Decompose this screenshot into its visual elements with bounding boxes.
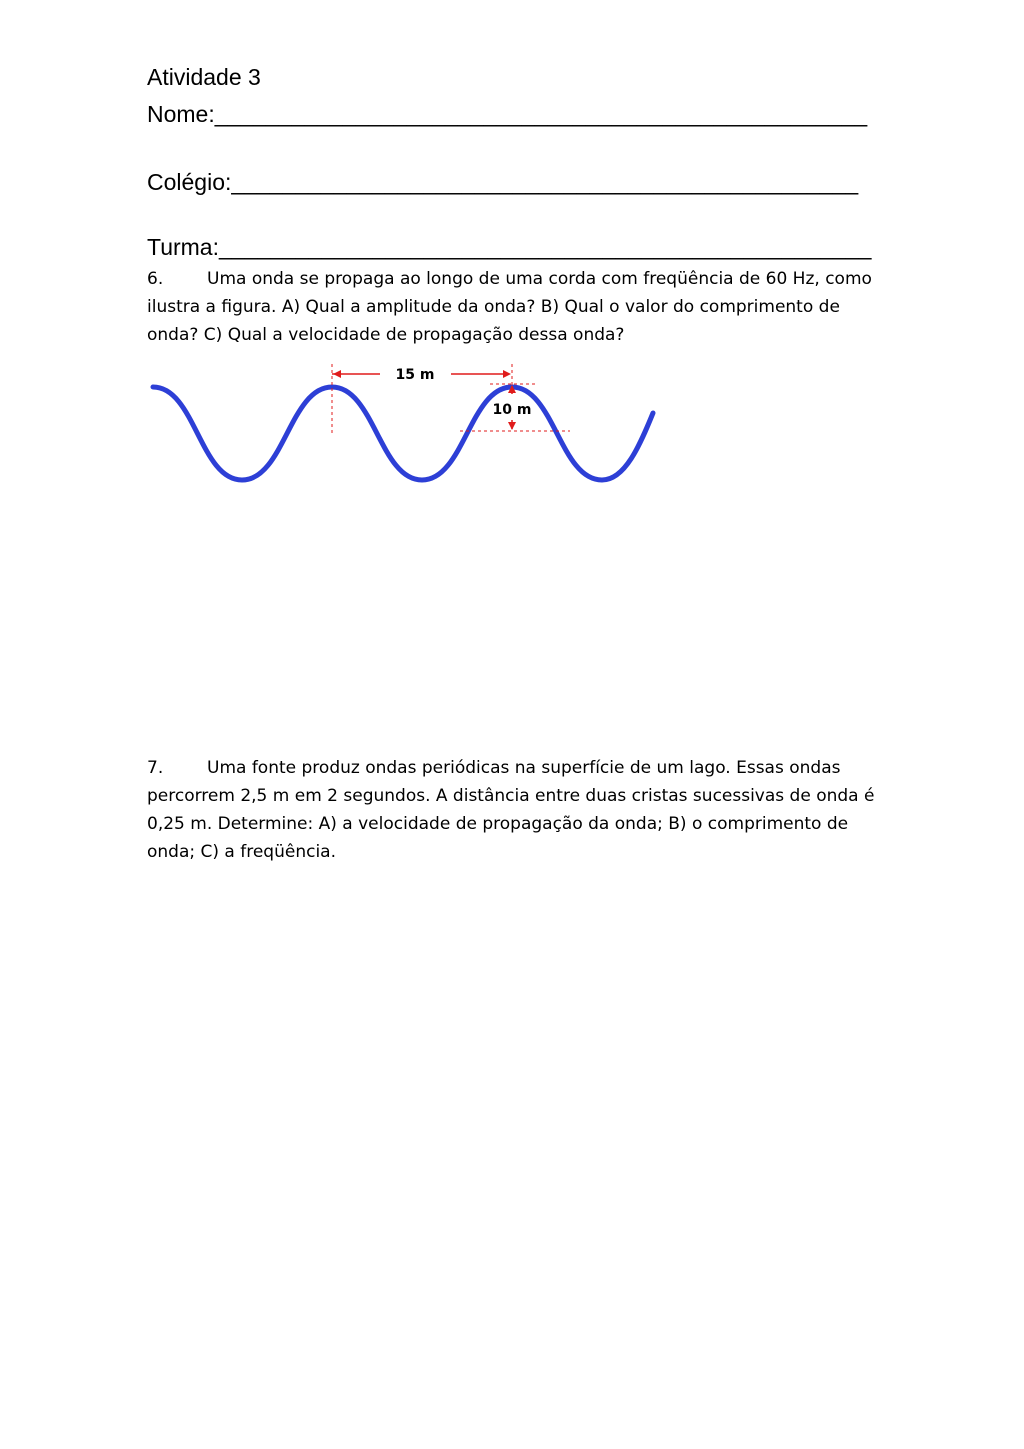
worksheet-title: Atividade 3 (147, 64, 261, 90)
label-15m: 15 m (395, 367, 435, 383)
question-text: Uma fonte produz ondas periódicas na superfície de um lago. Essas ondas percorrem 2,5 m em 2 segundos. A distância entre duas cristas sucessivas de onda é 0,25 m. Determine: A) a velocidade de propagação da onda; B) o comprimento de onda; C) a freqüência. (147, 758, 875, 862)
question-text: Uma onda se propaga ao longo de uma corda com freqüência de 60 Hz, como ilustra a figura. A) Qual a amplitude da onda? B) Qual o valor do comprimento de onda? C) Qual a velocidade de propagação dessa onda? (147, 269, 872, 345)
label-10m: 10 m (492, 402, 532, 418)
question-6 (147, 265, 877, 349)
arrowhead-right (503, 370, 511, 378)
question-number: 6. (147, 269, 164, 289)
wave-curve (153, 387, 653, 480)
school-field-line: Colégio:_________________________________________________ (147, 169, 859, 195)
class-field-line: Turma:___________________________________________________ (147, 234, 872, 260)
question-number: 7. (147, 758, 164, 778)
question-7 (147, 754, 877, 866)
arrowhead-down (508, 422, 516, 430)
name-field-line: Nome:___________________________________________________ (147, 101, 868, 127)
arrowhead-left (333, 370, 341, 378)
wave-figure (145, 360, 665, 490)
